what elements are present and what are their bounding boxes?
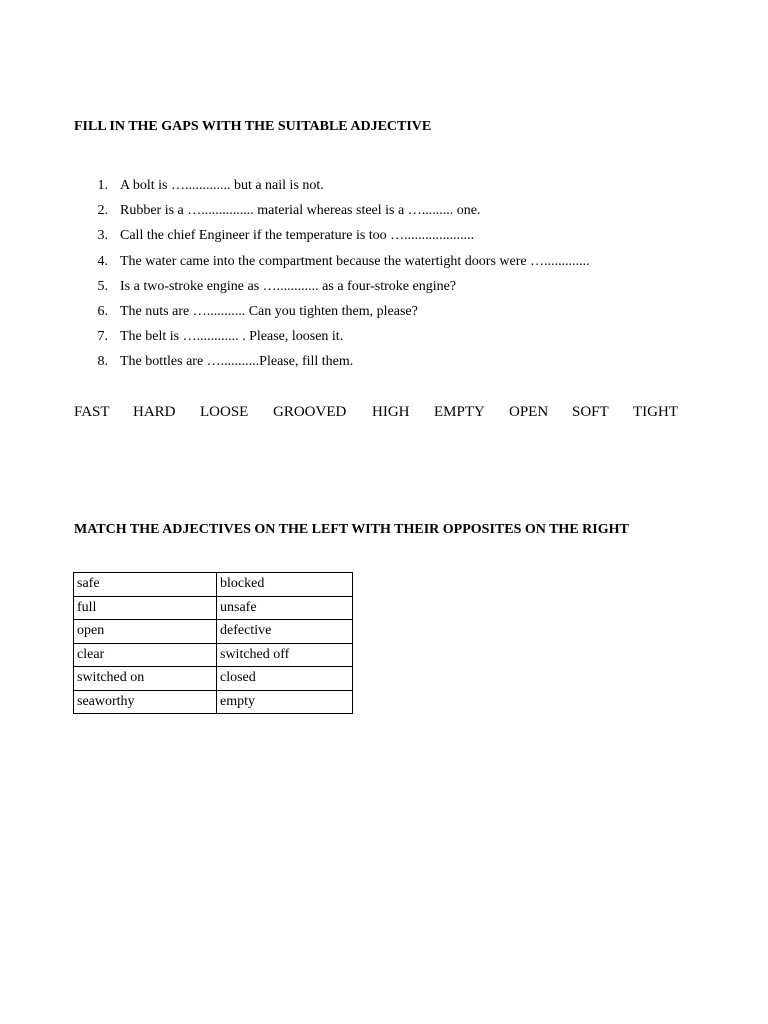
right-opposite-cell: defective (217, 620, 353, 644)
item-text: The water came into the compartment because the watertight doors were …............. (120, 253, 590, 269)
item-text: The bottles are …...........Please, fill them. (120, 354, 354, 370)
table-row (74, 643, 353, 667)
list-item (74, 352, 590, 377)
list-item (74, 226, 590, 251)
match-table (73, 572, 353, 714)
list-item (74, 327, 590, 352)
item-number: 3. (97, 228, 108, 244)
word-bank-item: GROOVED (273, 404, 347, 420)
word-bank-item: TIGHT (633, 404, 678, 420)
item-text: The belt is …............ . Please, loosen it. (120, 329, 344, 345)
item-number: 7. (97, 329, 108, 345)
list-item (74, 277, 590, 302)
item-number: 8. (97, 354, 108, 370)
item-text: Is a two-stroke engine as …............ as a four-stroke engine? (120, 278, 457, 294)
section2-heading: MATCH THE ADJECTIVES ON THE LEFT WITH THEIR OPPOSITES ON THE RIGHT (74, 522, 629, 537)
right-opposite-cell: closed (217, 667, 353, 691)
table-row (74, 690, 353, 714)
word-bank-item: LOOSE (200, 404, 249, 420)
word-bank-item: FAST (74, 404, 110, 420)
list-item (74, 176, 590, 201)
item-number: 1. (97, 178, 108, 193)
left-adjective-cell: safe (74, 573, 217, 597)
left-adjective-cell: clear (74, 643, 217, 667)
word-bank-item: OPEN (509, 404, 549, 420)
table-row (74, 620, 353, 644)
section1-heading: FILL IN THE GAPS WITH THE SUITABLE ADJECTIVE (74, 119, 432, 134)
item-text: The nuts are …........... Can you tighten them, please? (120, 303, 418, 319)
word-bank-item: SOFT (572, 404, 609, 420)
word-bank-item: EMPTY (434, 404, 485, 420)
list-item (74, 201, 590, 226)
item-text: Call the chief Engineer if the temperature is too ….................... (120, 228, 475, 244)
table-row (74, 573, 353, 597)
table-row (74, 667, 353, 691)
item-number: 2. (97, 203, 108, 219)
right-opposite-cell: blocked (217, 573, 353, 597)
left-adjective-cell: full (74, 596, 217, 620)
left-adjective-cell: open (74, 620, 217, 644)
table-row (74, 596, 353, 620)
list-item (74, 302, 590, 327)
item-text: A bolt is …............. but a nail is not. (120, 178, 324, 193)
word-bank-item: HIGH (372, 404, 410, 420)
right-opposite-cell: unsafe (217, 596, 353, 620)
item-number: 4. (97, 253, 108, 269)
item-number: 5. (97, 278, 108, 294)
word-bank-item: HARD (133, 404, 176, 420)
right-opposite-cell: switched off (217, 643, 353, 667)
left-adjective-cell: switched on (74, 667, 217, 691)
gap-fill-list (74, 176, 590, 378)
item-number: 6. (97, 303, 108, 319)
left-adjective-cell: seaworthy (74, 690, 217, 714)
right-opposite-cell: empty (217, 690, 353, 714)
item-text: Rubber is a …............... material whereas steel is a …......... one. (120, 203, 481, 219)
list-item (74, 252, 590, 277)
